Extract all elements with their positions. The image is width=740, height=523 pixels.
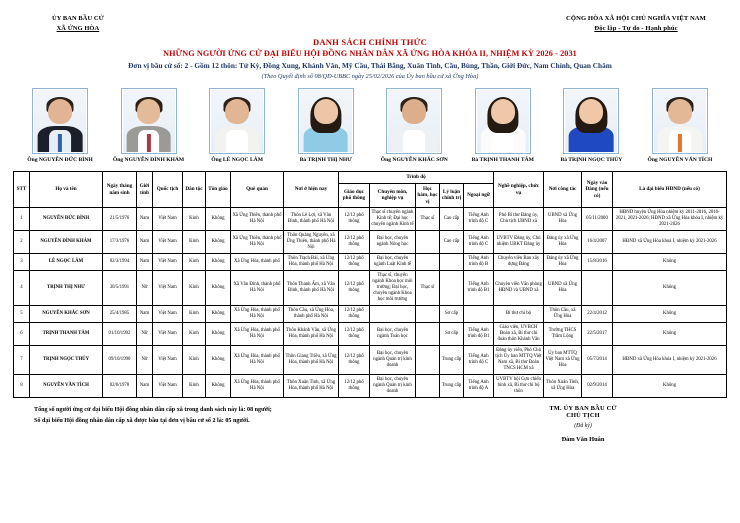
cell-language: [463, 305, 493, 322]
photo-frame: [209, 88, 265, 154]
cell-nationality: Việt Nam: [152, 322, 182, 345]
face-shape: [579, 99, 603, 124]
candidate-photo-cell: [372, 88, 456, 164]
cell-name: NGUYỄN VĂN TÍCH: [29, 374, 102, 397]
cell-hometown: Xã Ứng Thiên, thành phố Hà Nội: [230, 231, 283, 254]
candidate-photo-caption: Ông NGUYỄN VĂN TÍCH: [647, 157, 713, 164]
cell-name: NGUYỄN KHẮC SƠN: [29, 305, 102, 322]
cell-name: TRỊNH NGỌC THÚY: [29, 345, 102, 374]
cell-edu-major: Thạc sĩ, chuyên ngành Khoa học môi trường; Đại học, chuyên ngành Khoa học môi trường: [369, 271, 415, 306]
cell-academic: Thạc sĩ: [415, 208, 439, 231]
cell-party-date: 02/9/2014: [582, 374, 613, 397]
cell-religion: Không: [205, 322, 230, 345]
photo-frame: [298, 88, 354, 154]
cell-language: Tiếng Anh trình độ B1: [463, 271, 493, 306]
cell-political: Cao cấp: [439, 231, 463, 254]
candidate-photo-cell: [549, 88, 633, 164]
cell-language: Tiếng Anh trình độ C: [463, 208, 493, 231]
face-shape: [225, 99, 249, 124]
cell-hdnd: HĐND xã Ứng Hòa khóa I, nhiệm kỳ 2021-2026: [613, 345, 727, 374]
cell-academic: [415, 345, 439, 374]
signature-name: Đàm Văn Huân: [561, 435, 605, 443]
photo-frame: [32, 88, 88, 154]
cell-ethnicity: Kinh: [182, 374, 205, 397]
candidate-photo-row: [18, 88, 722, 164]
country-name: CỘNG HÒA XÃ HỘI CHỦ NGHĨA VIỆT NAM: [566, 15, 706, 22]
shirt-shape: [226, 130, 248, 152]
cell-nationality: Việt Nam: [152, 345, 182, 374]
cell-edu-major: Đại học, chuyên ngành Nông học: [369, 231, 415, 254]
cell-gender: Nữ: [136, 322, 152, 345]
th-stt: STT: [13, 172, 29, 208]
signature-position: CHỦ TỊCH: [566, 411, 600, 419]
cell-language: Tiếng Anh trình độ A: [463, 374, 493, 397]
signed-marker: (Đã ký): [574, 422, 592, 429]
th-name: Họ và tên: [29, 172, 102, 208]
cell-residence: Thôn Quảng Nguyên, xã Ứng Thiên, thành phố Hà Nội: [283, 231, 338, 254]
cell-religion: Không: [205, 231, 230, 254]
table-row: [13, 254, 726, 271]
cell-dob: 25/4/1985: [102, 305, 136, 322]
candidate-portrait: [300, 90, 352, 152]
cell-edu-general: 12/12 phổ thông: [338, 254, 369, 271]
candidate-photo-caption: Bà TRỊNH NGỌC THÚY: [560, 157, 623, 164]
cell-edu-major: Thạc sĩ chuyên ngành Kinh tế; Đại học chuyên ngành Kinh tế: [369, 208, 415, 231]
candidate-photo-caption: Ông NGUYỄN ĐỨC BÌNH: [27, 157, 93, 164]
cell-hdnd: Không: [613, 305, 727, 322]
cell-edu-general: 12/12 phổ thông: [338, 271, 369, 306]
cell-residence: Thôn Lê Lợi, xã Vân Đình, thành phố Hà Nội: [283, 208, 338, 231]
cell-language: Tiếng Anh trình độ C: [463, 231, 493, 254]
cell-academic: Thạc sĩ: [415, 271, 439, 306]
cell-gender: Nữ: [136, 345, 152, 374]
header-row-1: [13, 172, 726, 184]
cell-gender: Nam: [136, 208, 152, 231]
photo-frame: [563, 88, 619, 154]
total-candidates-note: Tổng số người ứng cử đại biểu Hội đồng nhân dân cấp xã trong danh sách này là: 08 người;: [34, 406, 272, 413]
cell-ethnicity: Kinh: [182, 305, 205, 322]
cell-occupation: Chuyên viên Văn phòng HĐND và UBND xã: [494, 271, 544, 306]
cell-edu-general: 12/12 phổ thông: [338, 231, 369, 254]
cell-edu-major: Đại học, chuyên ngành Toán học: [369, 322, 415, 345]
cell-workplace: Trường THCS Trầm Lộng: [544, 322, 582, 345]
issuing-authority: [52, 14, 104, 34]
candidate-portrait: [565, 90, 617, 152]
cell-religion: Không: [205, 254, 230, 271]
decision-reference: (Theo Quyết định số 08/QĐ-UBBC ngày 25/02/2026 của Ủy ban bầu cử xã Ứng Hòa): [261, 73, 479, 81]
th-gender: Giới tính: [136, 172, 152, 208]
face-shape: [48, 99, 72, 124]
title-block: [12, 37, 728, 80]
candidate-photo-cell: [195, 88, 279, 164]
cell-edu-general: 12/12 phổ thông: [338, 374, 369, 397]
candidate-photo-cell: [18, 88, 102, 164]
page-subtitle: NHỮNG NGƯỜI ỨNG CỬ ĐẠI BIỂU HỘI ĐỒNG NHÂN DÂN XÃ ỨNG HÒA KHÓA II, NHIỆM KỲ 2026 - 2031: [163, 49, 577, 59]
cell-gender: Nam: [136, 231, 152, 254]
cell-nationality: Việt Nam: [152, 231, 182, 254]
cell-stt: 8: [13, 374, 29, 397]
signature-authority: TM. ỦY BAN BẦU CỬ: [549, 404, 617, 412]
tie-shape: [678, 134, 682, 153]
shirt-shape: [492, 130, 514, 152]
cell-edu-major: Đại học, chuyên ngành Luật Kinh tế: [369, 254, 415, 271]
th-workplace: Nơi công tác: [544, 172, 582, 208]
cell-edu-major: Đại học, chuyên ngành Quản trị kinh doanh: [369, 374, 415, 397]
cell-hdnd: Không: [613, 322, 727, 345]
cell-occupation: Đảng ủy viên, Phó Chủ tịch Ủy ban MTTQ Việt Nam xã, Bí thư Đoàn TNCS HCM xã: [494, 345, 544, 374]
cell-dob: 09/10/1990: [102, 345, 136, 374]
cell-hometown: Xã Ứng Hòa, thành phố Hà Nội: [230, 305, 283, 322]
cell-edu-general: 12/12 phổ thông: [338, 345, 369, 374]
cell-stt: 7: [13, 345, 29, 374]
cell-residence: Thôn Giang Triều, xã Ứng Hòa, thành phố Hà Nội: [283, 345, 338, 374]
th-nationality: Quốc tịch: [152, 172, 182, 208]
signature-block: [478, 405, 688, 443]
cell-name: NGUYỄN ĐỨC BÌNH: [29, 208, 102, 231]
cell-academic: [415, 305, 439, 322]
cell-occupation: UVBTV Đảng ủy, Chủ nhiệm UBKT Đảng ủy: [494, 231, 544, 254]
cell-workplace: UBND xã Ứng Hòa: [544, 271, 582, 306]
tie-shape: [146, 134, 150, 153]
cell-academic: [415, 374, 439, 397]
document-footer: [34, 405, 718, 443]
cell-occupation: Giáo viên, UVBCH Đoàn xã, Bí thư chi đoàn thôn Khánh Vân: [494, 322, 544, 345]
cell-gender: Nam: [136, 305, 152, 322]
cell-ethnicity: Kinh: [182, 254, 205, 271]
cell-religion: Không: [205, 345, 230, 374]
cell-political: [439, 254, 463, 271]
candidate-photo-cell: [284, 88, 368, 164]
cell-religion: Không: [205, 271, 230, 306]
document-header: [12, 10, 728, 34]
cell-residence: Thôn Thanh Ấm, xã Vân Đình, thành phố Hà Nội: [283, 271, 338, 306]
candidate-photo-caption: Bà TRỊNH THỊ NHƯ: [299, 157, 352, 164]
cell-name: TRỊNH THANH TÂM: [29, 322, 102, 345]
authority-line-1: ỦY BAN BẦU CỬ: [52, 15, 104, 22]
page-title: DANH SÁCH CHÍNH THỨC: [312, 37, 428, 48]
cell-religion: Không: [205, 208, 230, 231]
th-hometown: Quê quán: [230, 172, 283, 208]
candidate-portrait: [211, 90, 263, 152]
th-dob: Ngày tháng năm sinh: [102, 172, 136, 208]
cell-hometown: Xã Ứng Thiên, thành phố Hà Nội: [230, 208, 283, 231]
cell-language: Tiếng Anh trình độ C: [463, 345, 493, 374]
cell-ethnicity: Kinh: [182, 322, 205, 345]
cell-ethnicity: Kinh: [182, 208, 205, 231]
electoral-unit-line: Đơn vị bầu cử số: 2 - Gồm 12 thôn: Tử Kỳ, Đồng Xung, Khánh Vân, Mỹ Cầu, Thái Bằng, Xuân Tinh, Cầu, Bùng, Thần, Giới Đức, Nam Chính, Quan Châm: [128, 61, 612, 71]
photo-frame: [386, 88, 442, 154]
cell-political: Sơ cấp: [439, 305, 463, 322]
cell-stt: 1: [13, 208, 29, 231]
th-academic: Học hàm, học vị: [415, 183, 439, 208]
cell-stt: 6: [13, 322, 29, 345]
face-shape: [137, 99, 161, 124]
candidate-portrait: [388, 90, 440, 152]
table-head: [13, 172, 726, 208]
candidates-table: [13, 171, 727, 398]
cell-hometown: Xã Ứng Hòa, thành phố Hà Nội: [230, 374, 283, 397]
cell-political: Cao cấp: [439, 208, 463, 231]
cell-workplace: Thôn Cầu, xã Ứng Hòa: [544, 305, 582, 322]
cell-dob: 02/6/1978: [102, 374, 136, 397]
cell-workplace: UBND xã Ứng Hòa: [544, 208, 582, 231]
cell-hometown: Xã Vân Đình, thành phố Hà Nội: [230, 271, 283, 306]
cell-occupation: Bí thư chi bộ: [494, 305, 544, 322]
cell-language: Tiếng Anh trình độ B1: [463, 322, 493, 345]
candidate-portrait: [34, 90, 86, 152]
cell-stt: 4: [13, 271, 29, 306]
cell-edu-major: Đại học, chuyên ngành Quản trị kinh doanh: [369, 345, 415, 374]
cell-dob: 01/10/1992: [102, 322, 136, 345]
tie-shape: [58, 134, 62, 153]
th-residence: Nơi ở hiện nay: [283, 172, 338, 208]
table-row: [13, 345, 726, 374]
authority-line-2: XÃ ỨNG HÒA: [56, 24, 100, 32]
cell-occupation: Chuyên viên Ban xây dựng Đảng: [494, 254, 544, 271]
cell-hdnd: Không: [613, 254, 727, 271]
cell-stt: 3: [13, 254, 29, 271]
cell-religion: Không: [205, 374, 230, 397]
cell-hometown: Xã Ứng Hòa, thành phố Hà Nội: [230, 322, 283, 345]
cell-hometown: Xã Ứng Hòa, thành phố: [230, 254, 283, 271]
candidate-photo-caption: Ông NGUYỄN KHẮC SƠN: [380, 157, 448, 164]
table-row: [13, 231, 726, 254]
th-edu-major: Chuyên môn, nghiệp vụ: [369, 183, 415, 208]
cell-hdnd: Không: [613, 374, 727, 397]
candidate-photo-caption: Ông LÊ NGỌC LÂM: [211, 157, 263, 164]
cell-occupation: UVBTV hội Cựu chiến binh xã, Bí thư chi bộ thôn: [494, 374, 544, 397]
cell-dob: 17/3/1976: [102, 231, 136, 254]
cell-nationality: Việt Nam: [152, 254, 182, 271]
th-party-date: Ngày vào Đảng (nếu có): [582, 172, 613, 208]
cell-language: Tiếng Anh trình độ B: [463, 254, 493, 271]
cell-party-date: 16/4/2007: [582, 231, 613, 254]
cell-hdnd: HĐND huyện Ứng Hòa nhiệm kỳ 2011-2016, 2016-2021, 2021-2026; HĐND xã Ứng Hòa khóa I, nhiệm kỳ 2021-2026: [613, 208, 727, 231]
cell-academic: [415, 231, 439, 254]
cell-stt: 2: [13, 231, 29, 254]
cell-party-date: [582, 271, 613, 306]
th-hdnd: Là đại biểu HĐND (nếu có): [613, 172, 727, 208]
table-row: [13, 305, 726, 322]
cell-nationality: Việt Nam: [152, 208, 182, 231]
cell-religion: Không: [205, 305, 230, 322]
cell-hometown: Xã Ứng Hòa, thành phố Hà Nội: [230, 345, 283, 374]
candidate-portrait: [477, 90, 529, 152]
cell-edu-major: [369, 305, 415, 322]
cell-name: LÊ NGỌC LÂM: [29, 254, 102, 271]
cell-party-date: 22/4/2012: [582, 305, 613, 322]
cell-dob: 30/5/1991: [102, 271, 136, 306]
cell-gender: Nữ: [136, 271, 152, 306]
cell-dob: 02/3/1994: [102, 254, 136, 271]
cell-edu-general: 12/12 phổ thông: [338, 322, 369, 345]
seats-note: Số đại biểu Hội đồng nhân dân cấp xã được bầu tại đơn vị bầu cử số 2 là: 05 người.: [34, 417, 250, 424]
candidate-photo-cell: [107, 88, 191, 164]
cell-workplace: Đảng ủy xã Ứng Hòa: [544, 231, 582, 254]
national-motto: Độc lập - Tự do - Hạnh phúc: [594, 25, 678, 33]
cell-residence: Thôn Cầu, xã Ứng Hòa, thành phố Hà Nội: [283, 305, 338, 322]
candidate-photo-cell: [461, 88, 545, 164]
candidate-photo-cell: [638, 88, 722, 164]
summary-notes: [34, 405, 272, 443]
cell-workplace: Thôn Xuân Tinh, xã Ứng Hòa: [544, 374, 582, 397]
cell-residence: Thôn Xuân Tinh, xã Ứng Hòa, thành phố Hà Nội: [283, 374, 338, 397]
th-political: Lý luận chính trị: [439, 183, 463, 208]
cell-ethnicity: Kinh: [182, 231, 205, 254]
face-shape: [402, 99, 426, 124]
th-edu-general: Giáo dục phổ thông: [338, 183, 369, 208]
cell-edu-general: 12/12 phổ thông: [338, 305, 369, 322]
table-row: [13, 271, 726, 306]
cell-residence: Thôn Khánh Vân, xã Ứng Hòa, thành phố Hà Nội: [283, 322, 338, 345]
cell-party-date: 05/11/2000: [582, 208, 613, 231]
cell-party-date: 05/7/2014: [582, 345, 613, 374]
cell-political: [439, 271, 463, 306]
cell-academic: [415, 322, 439, 345]
th-religion: Tôn giáo: [205, 172, 230, 208]
th-level-group: Trình độ: [338, 172, 493, 184]
cell-occupation: Phó Bí thư Đảng ủy, Chủ tịch UBND xã: [494, 208, 544, 231]
th-language: Ngoại ngữ: [463, 183, 493, 208]
cell-party-date: 22/5/2017: [582, 322, 613, 345]
cell-academic: [415, 254, 439, 271]
table-body: [13, 208, 726, 398]
cell-gender: Nam: [136, 254, 152, 271]
cell-edu-general: 12/12 phổ thông: [338, 208, 369, 231]
cell-hdnd: HĐND xã Ứng Hòa khoá I, nhiệm kỳ 2021-2026: [613, 231, 727, 254]
th-occupation: Nghề nghiệp, chức vụ: [494, 172, 544, 208]
table-row: [13, 374, 726, 397]
candidate-portrait: [123, 90, 175, 152]
photo-frame: [121, 88, 177, 154]
cell-name: NGUYỄN ĐÌNH KHÁM: [29, 231, 102, 254]
cell-workplace: Ủy ban MTTQ Việt Nam xã Ứng Hòa: [544, 345, 582, 374]
photo-frame: [652, 88, 708, 154]
cell-stt: 5: [13, 305, 29, 322]
cell-political: Trung cấp: [439, 345, 463, 374]
cell-residence: Thôn Trạch Bái, xã Ứng Hòa, thành phố Hà Nội: [283, 254, 338, 271]
shirt-shape: [403, 130, 425, 152]
national-heading: [566, 14, 706, 34]
cell-name: TRỊNH THỊ NHƯ: [29, 271, 102, 306]
th-ethnicity: Dân tộc: [182, 172, 205, 208]
cell-nationality: Việt Nam: [152, 305, 182, 322]
candidate-photo-caption: Bà TRỊNH THANH TÂM: [471, 157, 534, 164]
cell-workplace: Đảng ủy xã Ứng Hòa: [544, 254, 582, 271]
cell-nationality: Việt Nam: [152, 374, 182, 397]
cell-political: Trung cấp: [439, 374, 463, 397]
cell-ethnicity: Kinh: [182, 345, 205, 374]
candidate-photo-caption: Ông NGUYỄN ĐÌNH KHÁM: [112, 157, 185, 164]
table-row: [13, 208, 726, 231]
photo-frame: [475, 88, 531, 154]
shirt-shape: [580, 130, 602, 152]
cell-ethnicity: Kinh: [182, 271, 205, 306]
cell-party-date: 15/8/2016: [582, 254, 613, 271]
cell-nationality: Việt Nam: [152, 271, 182, 306]
cell-dob: 21/5/1976: [102, 208, 136, 231]
face-shape: [491, 99, 515, 124]
cell-gender: Nam: [136, 374, 152, 397]
cell-political: Sơ cấp: [439, 322, 463, 345]
candidate-portrait: [654, 90, 706, 152]
shirt-shape: [315, 130, 337, 152]
cell-hdnd: Không: [613, 271, 727, 306]
face-shape: [314, 99, 338, 124]
table-row: [13, 322, 726, 345]
face-shape: [668, 99, 692, 124]
